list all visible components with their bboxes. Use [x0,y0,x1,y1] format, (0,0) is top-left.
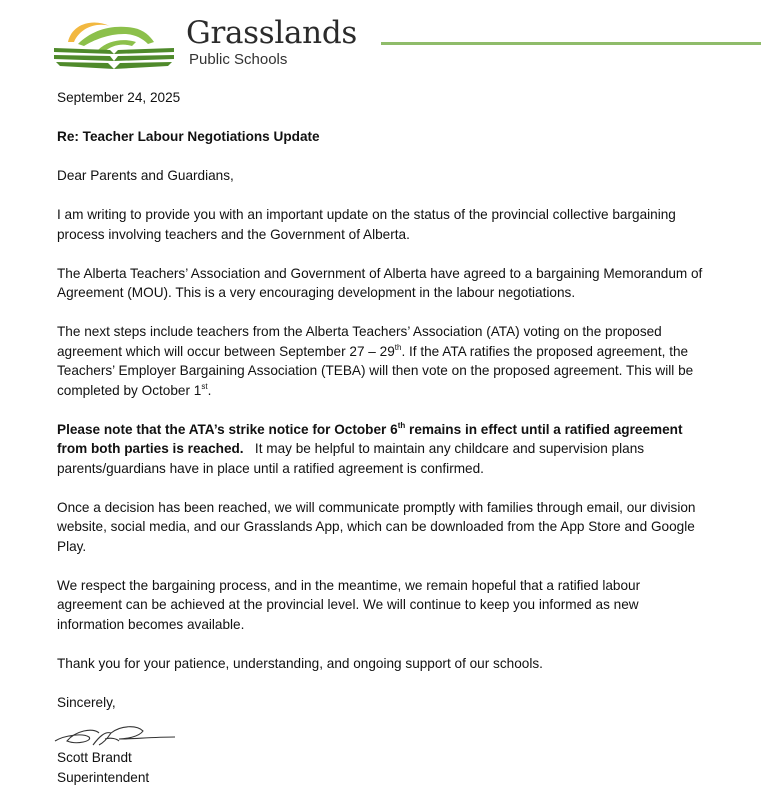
letter-salutation: Dear Parents and Guardians, [57,168,234,183]
brand-name: Grasslands [186,15,357,51]
superscript: st [201,381,208,391]
brand-subtitle: Public Schools [189,51,288,68]
text: The next steps include teachers from the Alberta Teachers’ Association (ATA) voting on the proposed agreement which will occur between September 27 – 29 [57,324,662,359]
paragraph-respect: We respect the bargaining process, and in the meantime, we remain hopeful that a ratified labour agreement can be achieved at the provincial level. We will continue to keep you informed as new information becomes available. [57,577,641,632]
bold-text: remains in effect until a ratified agreement from both parties is reached. [57,421,683,456]
signature-icon [53,717,178,751]
text: . [207,382,212,398]
text: It may be helpful to maintain any childcare and supervision plans parents/guardians have in place until a ratified agreement is confirmed. [57,441,648,476]
signer-title: Superintendent [57,769,150,785]
header-divider [381,42,761,45]
letter-closing [57,693,707,788]
text: . If the ATA ratifies the proposed agreement, the Teachers’ Employer Bargaining Association (TEBA) will then vote on the proposed agreement. This will be completed by October 1 [57,343,694,398]
paragraph-intro: I am writing to provide you with an important update on the status of the provincial collective bargaining process involving teachers and the Government of Alberta. [57,207,676,242]
letterhead [0,0,761,80]
superscript: th [394,342,402,352]
paragraph-next-steps [57,322,707,400]
signer-name: Scott Brandt [57,750,132,765]
letter-body [57,88,707,787]
paragraph-thanks: Thank you for your patience, understanding, and ongoing support of our schools. [57,655,543,671]
letter-date: September 24, 2025 [57,90,181,105]
letter-subject: Re: Teacher Labour Negotiations Update [57,129,320,144]
superscript: th [397,420,406,430]
bold-text: Please note that the ATA’s strike notice for October 6 [57,421,398,437]
paragraph-mou: The Alberta Teachers’ Association and Government of Alberta have agreed to a bargaining Memorandum of Agreement (MOU). This is a very encouraging development in the labour negotiations. [57,265,703,300]
closing-text: Sincerely, [57,694,116,710]
paragraph-communication: Once a decision has been reached, we will communicate promptly with families through email, our division website, social media, and our Grasslands App, which can be downloaded from the App Store and Google Play. [57,499,696,554]
paragraph-strike-notice [57,420,707,479]
grasslands-logo-icon [52,14,177,72]
